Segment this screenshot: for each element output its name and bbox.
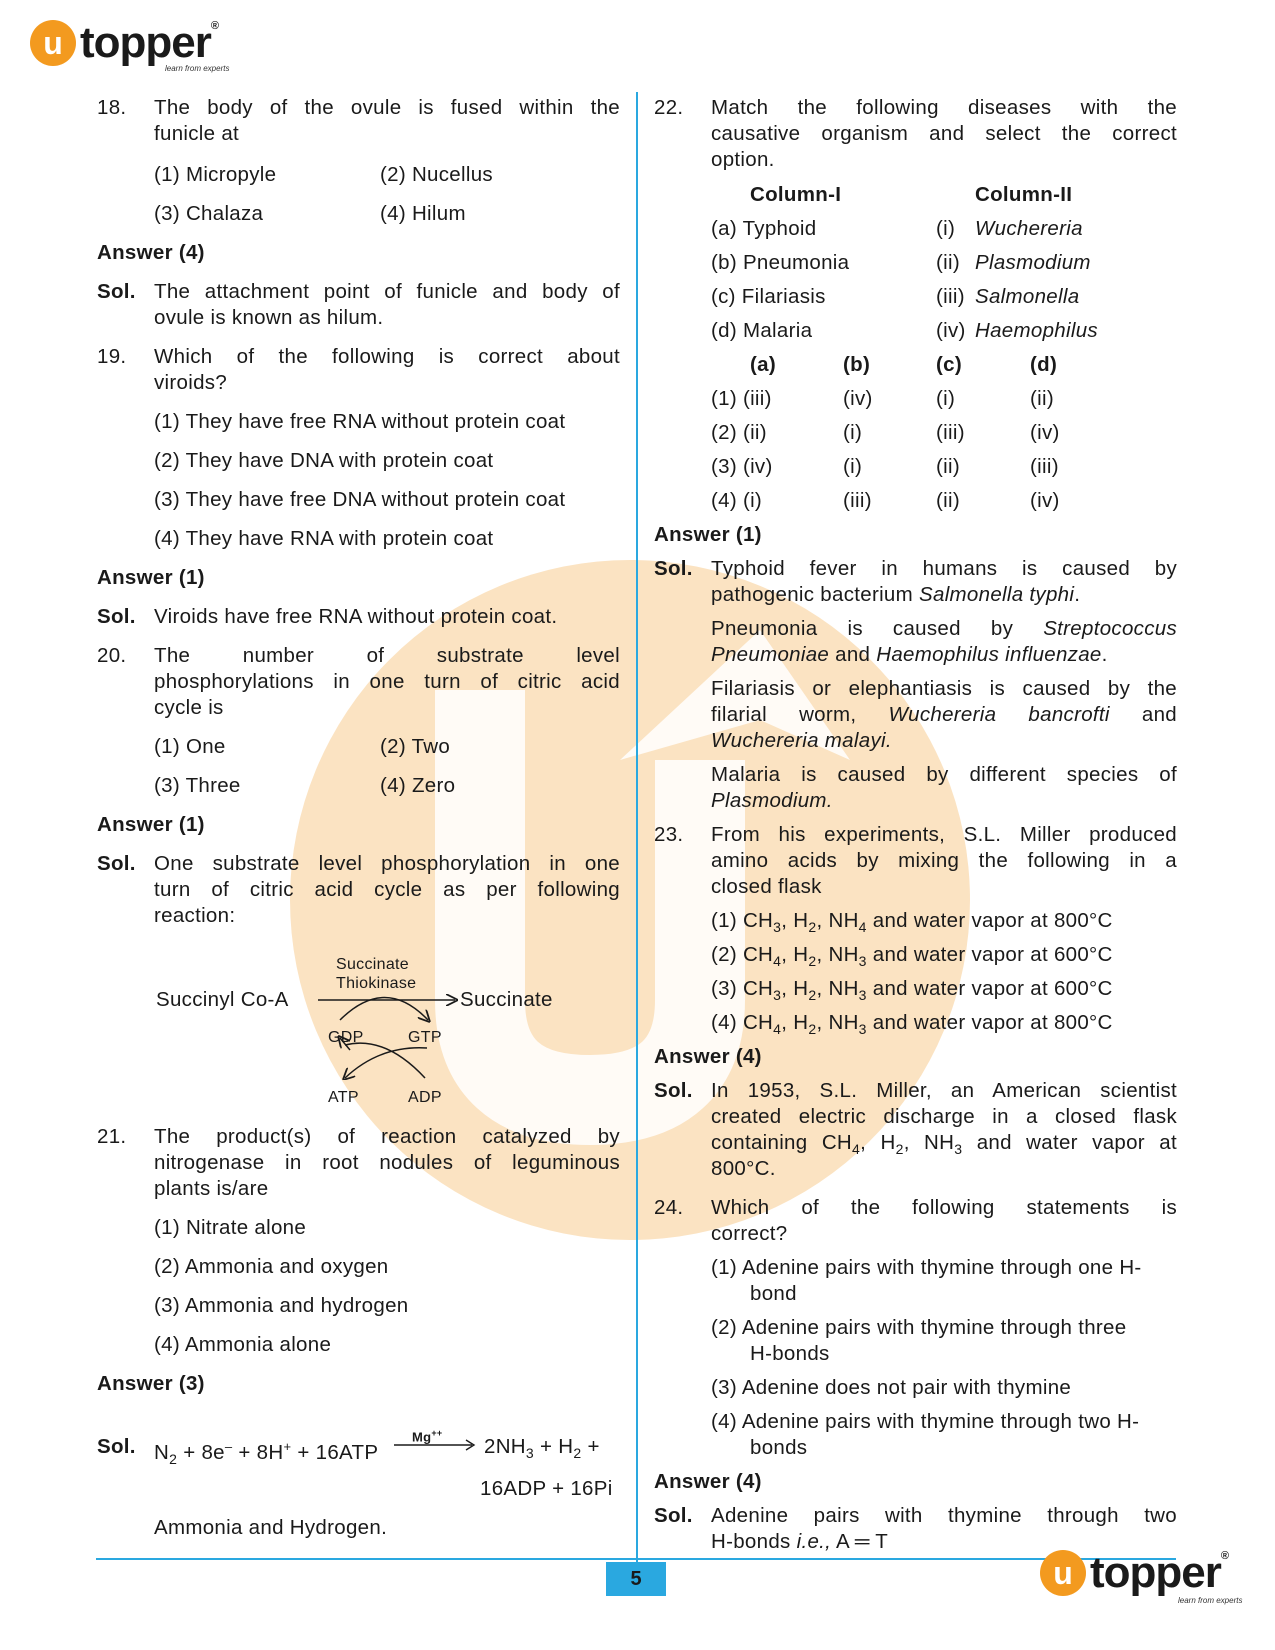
page-number: 5: [606, 1562, 666, 1596]
q18-option-1: (1) Micropyle: [154, 163, 277, 186]
q22-opt-header-a: (a): [750, 353, 776, 376]
q18-answer: Answer (4): [97, 241, 205, 264]
q23-sol-line4: 800°C.: [711, 1157, 776, 1180]
q22-sol-p2-line2: Pneumoniae and Haemophilus influenzae.: [711, 643, 1108, 666]
q24-option-1-line2: bond: [750, 1282, 797, 1305]
diagram-enzyme-line2: Thiokinase: [336, 975, 417, 992]
q23-number: 23.: [654, 823, 684, 846]
q24-option-4-line2: bonds: [750, 1436, 808, 1459]
q22-option-2-a: (2) (ii): [711, 421, 767, 444]
q24-option-4-line1: (4) Adenine pairs with thymine through two H-: [711, 1410, 1140, 1433]
q24-option-2-line1: (2) Adenine pairs with thymine through three: [711, 1316, 1127, 1339]
q20-option-3: (3) Three: [154, 774, 241, 797]
q18-option-3: (3) Chalaza: [154, 202, 264, 225]
q19-sol-label: Sol.: [97, 605, 136, 628]
q18-number: 18.: [97, 96, 127, 119]
diagram-adp: ADP: [408, 1089, 442, 1106]
q22-option-1-b: (iv): [843, 387, 873, 410]
logo-u-icon: u: [30, 20, 76, 66]
q19-text-line1: Which of the following is correct about: [154, 345, 620, 368]
logo-text: topper®: [80, 18, 218, 67]
q22-option-4-a: (4) (i): [711, 489, 763, 512]
q21-equation-line2: 16ADP + 16Pi: [480, 1477, 613, 1500]
q21-answer: Answer (3): [97, 1372, 205, 1395]
q20-sol-line2: turn of citric acid cycle as per following: [154, 878, 620, 901]
q21-option-4: (4) Ammonia alone: [154, 1333, 332, 1356]
q23-sol-label: Sol.: [654, 1079, 693, 1102]
q20-number: 20.: [97, 644, 127, 667]
q19-option-1: (1) They have free RNA without protein coat: [154, 410, 566, 433]
q22-option-1-d: (ii): [1030, 387, 1054, 410]
q22-row-d-right: Haemophilus: [975, 319, 1098, 342]
q21-text-line2: nitrogenase in root nodules of leguminous: [154, 1151, 620, 1174]
q22-sol-label: Sol.: [654, 557, 693, 580]
diagram-atp: ATP: [328, 1089, 359, 1106]
q22-row-c-left: (c) Filariasis: [711, 285, 826, 308]
q18-option-4: (4) Hilum: [380, 202, 466, 225]
q23-option-2: (2) $CH_4$, $H_2$, $NH_3$ and water vapor at 600°C: [711, 943, 1113, 969]
q19-option-4: (4) They have RNA with protein coat: [154, 527, 494, 550]
q22-option-4-c: (ii): [936, 489, 960, 512]
q24-option-1-line1: (1) Adenine pairs with thymine through one H-: [711, 1256, 1142, 1279]
q18-option-2: (2) Nucellus: [380, 163, 493, 186]
q22-row-a-right: Wuchereria: [975, 217, 1083, 240]
q22-opt-header-d: (d): [1030, 353, 1058, 376]
q23-option-3: (3) $CH_3$, $H_2$, $NH_3$ and water vapor at 600°C: [711, 977, 1113, 1003]
q24-option-2-line2: H-bonds: [750, 1342, 830, 1365]
q22-option-3-b: (i): [843, 455, 863, 478]
q24-option-3-line1: (3) Adenine does not pair with thymine: [711, 1376, 1072, 1399]
q22-sol-p3-line2: filarial worm, Wuchereria bancrofti and: [711, 703, 1177, 726]
q21-equation-rhs: $2NH_3 + H_2$ +: [484, 1435, 600, 1461]
footer-logo-tagline: learn from experts: [1178, 1596, 1243, 1605]
q21-sol-label: Sol.: [97, 1435, 136, 1458]
q22-opt-header-b: (b): [843, 353, 871, 376]
q22-sol-p1-line1: Typhoid fever in humans is caused by: [711, 557, 1177, 580]
footer-logo-u-icon: u: [1040, 1550, 1086, 1596]
q22-sol-p3-line3: Wuchereria malayi.: [711, 729, 892, 752]
q21-equation-lhs: $N_2 + 8e^- + 8H^+ + 16ATP$: [154, 1439, 379, 1467]
q20-option-4: (4) Zero: [380, 774, 456, 797]
q22-col1-header: Column-I: [750, 183, 842, 206]
q18-sol-line1: The attachment point of funicle and body of: [154, 280, 620, 303]
footer-logo-text: topper®: [1090, 1548, 1228, 1597]
q23-sol-line2: created electric discharge in a closed flask: [711, 1105, 1177, 1128]
q18-sol-label: Sol.: [97, 280, 136, 303]
q22-row-b-num: (ii): [936, 251, 960, 274]
q21-option-2: (2) Ammonia and oxygen: [154, 1255, 389, 1278]
q21-catalyst: Mg++: [412, 1428, 443, 1445]
q20-text-line1: The number of substrate level: [154, 644, 620, 667]
q23-answer: Answer (4): [654, 1045, 762, 1068]
q22-option-4-b: (iii): [843, 489, 872, 512]
q21-sol-final: Ammonia and Hydrogen.: [154, 1516, 388, 1539]
q23-text-line3: closed flask: [711, 875, 822, 898]
q24-answer: Answer (4): [654, 1470, 762, 1493]
q19-option-2: (2) They have DNA with protein coat: [154, 449, 494, 472]
q22-sol-p2-line1: Pneumonia is caused by Streptococcus: [711, 617, 1177, 640]
diagram-gtp: GTP: [408, 1029, 442, 1046]
q21-text-line1: The product(s) of reaction catalyzed by: [154, 1125, 620, 1148]
q22-row-d-left: (d) Malaria: [711, 319, 813, 342]
q20-answer: Answer (1): [97, 813, 205, 836]
q22-option-1-a: (1) (iii): [711, 387, 772, 410]
q22-option-3-c: (ii): [936, 455, 960, 478]
q20-text-line3: cycle is: [154, 696, 224, 719]
q21-text-line3: plants is/are: [154, 1177, 269, 1200]
diagram-product: Succinate: [460, 988, 553, 1011]
q20-text-line2: phosphorylations in one turn of citric acid: [154, 670, 620, 693]
q23-sol-line3: containing $CH_4$, $H_2$, $NH_3$ and water vapor at: [711, 1131, 1177, 1157]
q18-text-line2: funicle at: [154, 122, 240, 145]
q22-row-c-right: Salmonella: [975, 285, 1080, 308]
q22-row-a-left: (a) Typhoid: [711, 217, 817, 240]
q20-option-2: (2) Two: [380, 735, 451, 758]
q22-option-2-b: (i): [843, 421, 863, 444]
q19-option-3: (3) They have free DNA without protein coat: [154, 488, 566, 511]
q22-answer: Answer (1): [654, 523, 762, 546]
q22-sol-p4-line1: Malaria is caused by different species of: [711, 763, 1177, 786]
q21-option-1: (1) Nitrate alone: [154, 1216, 307, 1239]
q22-row-c-num: (iii): [936, 285, 965, 308]
q22-sol-p4-line2: Plasmodium.: [711, 789, 833, 812]
q22-text-line1: Match the following diseases with the: [711, 96, 1177, 119]
q23-text-line1: From his experiments, S.L. Miller produced: [711, 823, 1177, 846]
diagram-enzyme-line1: Succinate: [336, 956, 409, 973]
diagram-gdp: GDP: [328, 1029, 364, 1046]
q19-number: 19.: [97, 345, 127, 368]
q19-answer: Answer (1): [97, 566, 205, 589]
q21-option-3: (3) Ammonia and hydrogen: [154, 1294, 409, 1317]
q22-option-2-c: (iii): [936, 421, 965, 444]
q24-sol-label: Sol.: [654, 1504, 693, 1527]
q24-sol-line1: Adenine pairs with thymine through two: [711, 1504, 1177, 1527]
q21-number: 21.: [97, 1125, 127, 1148]
q22-sol-p1-line2: pathogenic bacterium Salmonella typhi.: [711, 583, 1081, 606]
q24-text-line1: Which of the following statements is: [711, 1196, 1177, 1219]
q23-option-4: (4) $CH_4$, $H_2$, $NH_3$ and water vapor at 800°C: [711, 1011, 1113, 1037]
q22-row-d-num: (iv): [936, 319, 966, 342]
q22-option-1-c: (i): [936, 387, 956, 410]
q24-text-line2: correct?: [711, 1222, 788, 1245]
q22-option-2-d: (iv): [1030, 421, 1060, 444]
q20-option-1: (1) One: [154, 735, 226, 758]
q19-text-line2: viroids?: [154, 371, 228, 394]
q22-row-b-right: Plasmodium: [975, 251, 1091, 274]
q18-sol-line2: ovule is known as hilum.: [154, 306, 384, 329]
q20-sol-line1: One substrate level phosphorylation in one: [154, 852, 620, 875]
q20-sol-line3: reaction:: [154, 904, 236, 927]
q19-sol-line1: Viroids have free RNA without protein coat.: [154, 605, 558, 628]
q22-col2-header: Column-II: [975, 183, 1073, 206]
q23-option-1: (1) $CH_3$, $H_2$, $NH_4$ and water vapor at 800°C: [711, 909, 1113, 935]
q23-sol-line1: In 1953, S.L. Miller, an American scientist: [711, 1079, 1177, 1102]
q22-row-b-left: (b) Pneumonia: [711, 251, 850, 274]
q18-text-line1: The body of the ovule is fused within the: [154, 96, 620, 119]
q24-number: 24.: [654, 1196, 684, 1219]
q23-text-line2: amino acids by mixing the following in a: [711, 849, 1177, 872]
q22-row-a-num: (i): [936, 217, 956, 240]
q24-sol-line2: H-bonds i.e., A ═ T: [711, 1530, 889, 1553]
q22-option-4-d: (iv): [1030, 489, 1060, 512]
q22-opt-header-c: (c): [936, 353, 962, 376]
q22-text-line3: option.: [711, 148, 775, 171]
q22-sol-p3-line1: Filariasis or elephantiasis is caused by the: [711, 677, 1177, 700]
q22-number: 22.: [654, 96, 684, 119]
logo-tagline: learn from experts: [165, 64, 230, 73]
q20-sol-label: Sol.: [97, 852, 136, 875]
q22-text-line2: causative organism and select the correct: [711, 122, 1177, 145]
diagram-substrate: Succinyl Co-A: [156, 988, 289, 1011]
q22-option-3-d: (iii): [1030, 455, 1059, 478]
q22-option-3-a: (3) (iv): [711, 455, 773, 478]
